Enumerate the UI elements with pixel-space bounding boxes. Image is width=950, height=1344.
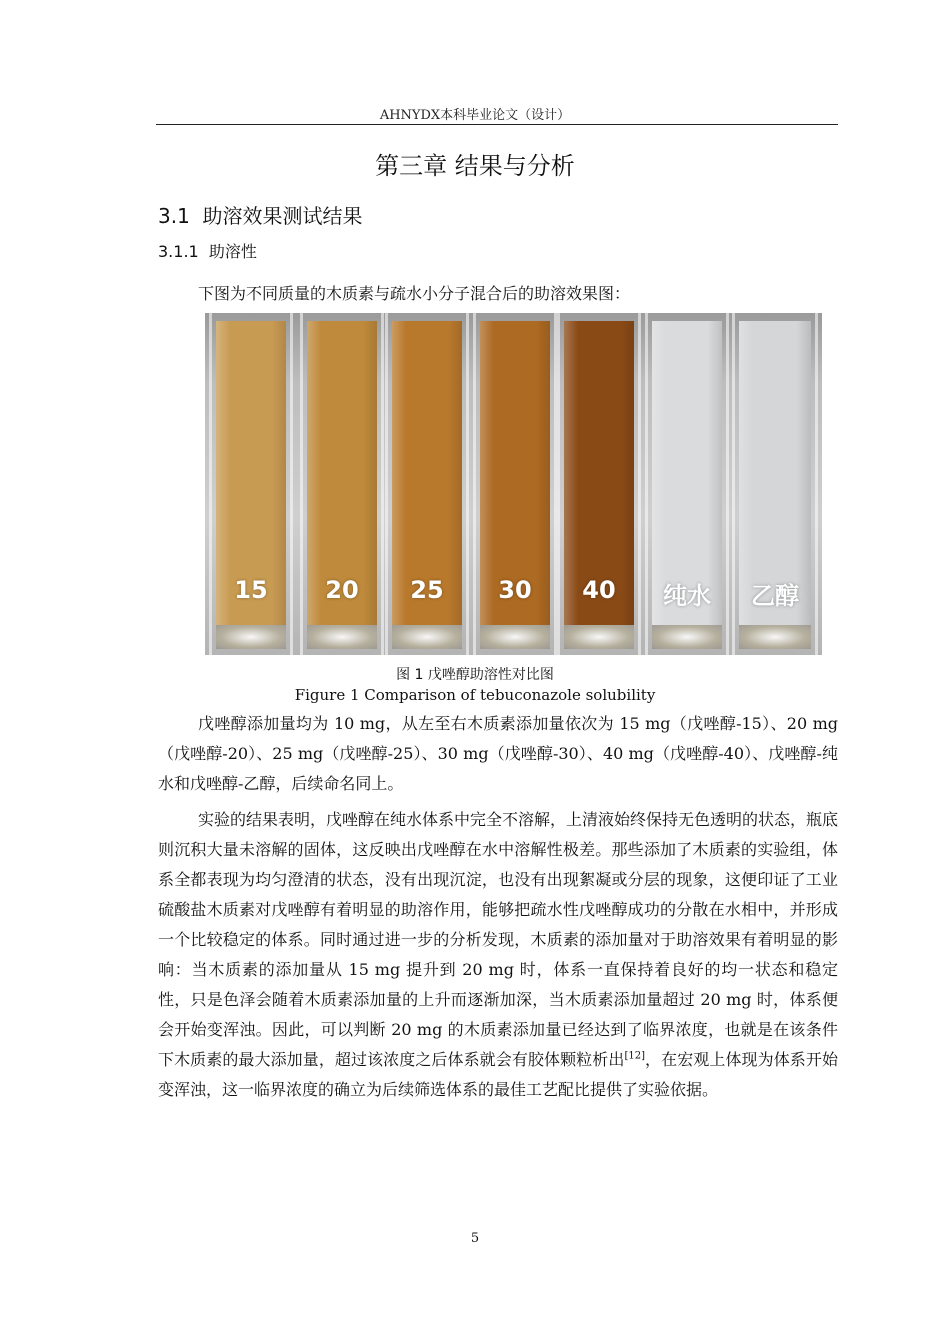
cuvette bbox=[300, 313, 384, 655]
cuvette bbox=[209, 313, 293, 655]
chapter-title: 第三章 结果与分析 bbox=[375, 152, 575, 180]
citation-ref[interactable]: [12] bbox=[624, 1050, 645, 1062]
cuvette bbox=[473, 313, 557, 655]
cuvette-bottom bbox=[307, 625, 377, 649]
cuvette bbox=[732, 313, 818, 655]
subsection-number: 3.1.1 bbox=[158, 242, 199, 261]
cuvette-label: 15 bbox=[234, 576, 268, 604]
section-number: 3.1 bbox=[158, 204, 190, 228]
cuvette bbox=[385, 313, 469, 655]
cuvette-label: 25 bbox=[410, 576, 444, 604]
page-number: 5 bbox=[470, 1231, 480, 1246]
paragraph-2-text: 实验的结果表明，戊唑醇在纯水体系中完全不溶解，上清液始终保持无色透明的状态，瓶底则沉积大量未溶解的固体，这反映出戊唑醇在水中溶解性极差。那些添加了木质素的实验组，体系全都表现为均匀澄清的状态，没有出现沉淀，也没有出现絮凝或分层的现象，这便印证了工业硫酸盐木质素对戊唑醇有着明显的助溶作用，能够把疏水性戊唑醇成功的分散在水相中，并形成一个比较稳定的体系。同时通过进一步的分析发现，木质素的添加量对于助溶效果有着明显的影响：当木质素的添加量从 15 mg 提升到 20 mg 时，体系一直保持着良好的均一状态和稳定性，只是色泽会随着木质素添加量的上升而逐渐加深，当木质素添加量超过 20 mg 时，体系便会开始变浑浊。因此，可以判断 20 mg 的木质素添加量已经达到了临界浓度，也就是在该条件下木质素的最大添加量，超过该浓度之后体系就会有胶体颗粒析出 bbox=[158, 810, 839, 1069]
paragraph-1: 戊唑醇添加量均为 10 mg，从左至右木质素添加量依次为 15 mg（戊唑醇-15）、20 mg（戊唑醇-20）、25 mg（戊唑醇-25）、30 mg（戊唑醇-30）、40 mg（戊唑醇-40）、戊唑醇-纯水和戊唑醇-乙醇，后续命名同上。 bbox=[158, 714, 838, 793]
subsection-title: 助溶性 bbox=[208, 242, 257, 261]
paragraph-2 bbox=[158, 805, 838, 1105]
header-rule bbox=[156, 124, 838, 125]
cuvette-bottom bbox=[216, 625, 286, 649]
cuvette-bottom bbox=[392, 625, 462, 649]
cuvette-bottom bbox=[652, 625, 722, 649]
cuvette-bottom bbox=[739, 625, 811, 649]
figure-caption-en: Figure 1 Comparison of tebuconazole solubility bbox=[294, 686, 656, 704]
cuvette-label: 20 bbox=[325, 576, 359, 604]
cuvette-label: 乙醇 bbox=[751, 582, 799, 610]
running-header: AHNYDX本科毕业论文（设计） bbox=[379, 108, 571, 123]
section-heading bbox=[158, 200, 363, 229]
cuvette-label: 30 bbox=[498, 576, 532, 604]
paragraph-2-text-end: ，在宏观上体现为体系开始变浑浊，这一临界浓度的确立为后续筛选体系的最佳工艺配比提供了实验依据。 bbox=[158, 1050, 838, 1099]
solubility-photo bbox=[205, 313, 822, 655]
cuvette bbox=[645, 313, 729, 655]
cuvette-bottom bbox=[564, 625, 634, 649]
cuvette-label: 40 bbox=[582, 576, 616, 604]
cuvette-label: 纯水 bbox=[663, 582, 711, 610]
cuvette-bottom bbox=[480, 625, 550, 649]
subsection-heading bbox=[158, 239, 257, 262]
figure-caption-cn: 图 1 戊唑醇助溶性对比图 bbox=[396, 667, 554, 683]
section-title: 助溶效果测试结果 bbox=[202, 204, 363, 228]
intro-sentence: 下图为不同质量的木质素与疏水小分子混合后的助溶效果图： bbox=[198, 284, 631, 303]
cuvette bbox=[557, 313, 641, 655]
